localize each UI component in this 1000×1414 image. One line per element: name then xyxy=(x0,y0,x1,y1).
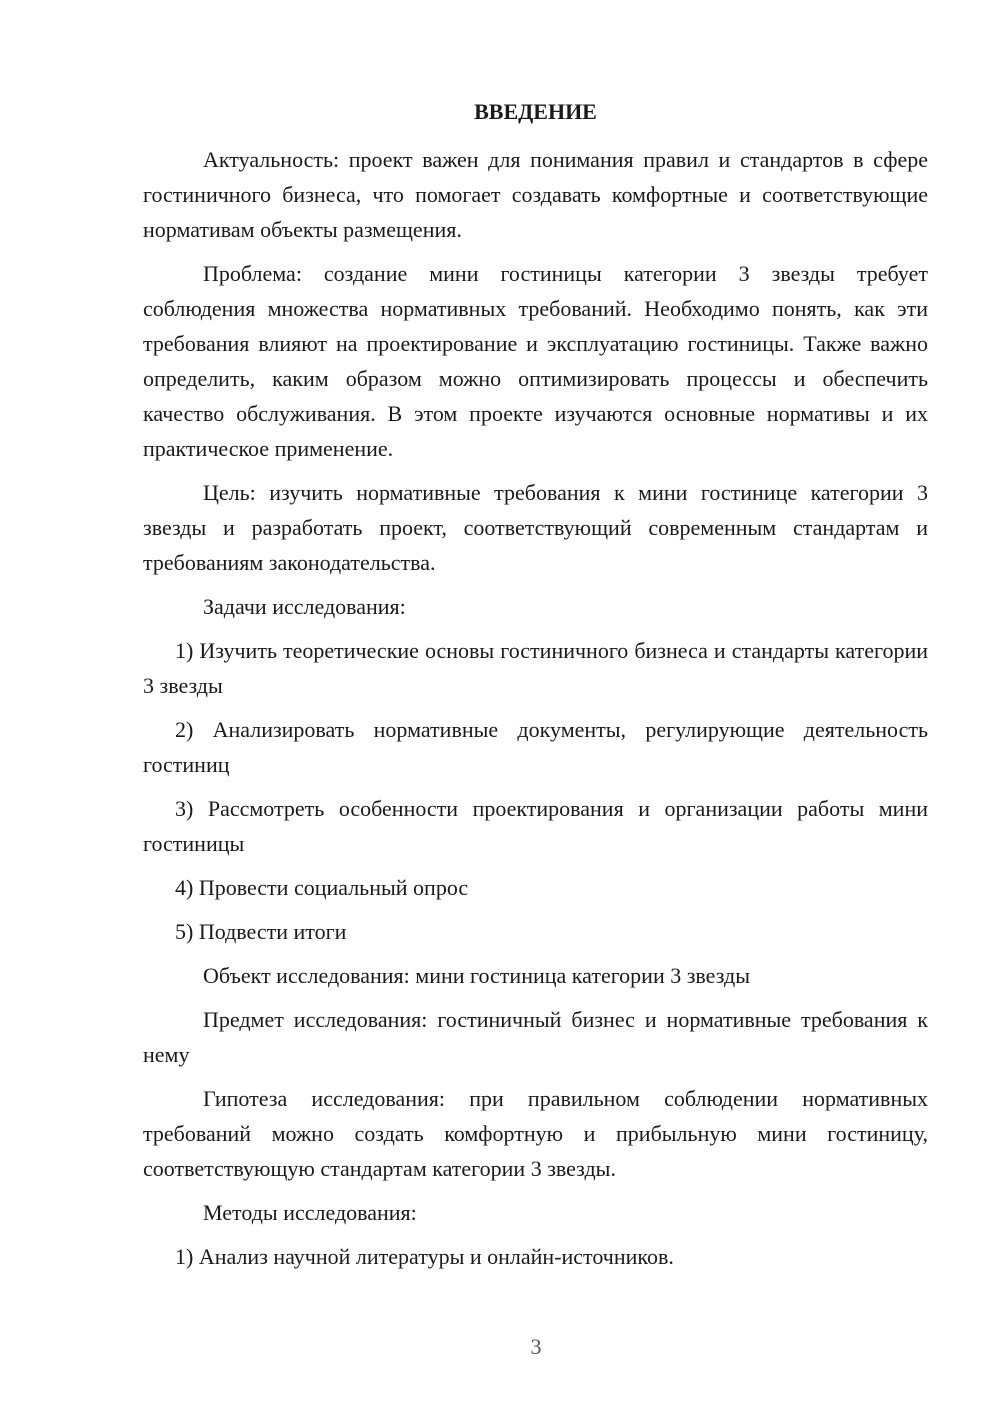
paragraph-subject: Предмет исследования: гостиничный бизнес и нормативные требования к нему xyxy=(143,1007,928,1067)
page-number: 3 xyxy=(530,1334,542,1359)
list-item-method-1: 1) Анализ научной литературы и онлайн-источников. xyxy=(175,1244,674,1269)
paragraph-goal: Цель: изучить нормативные требования к мини гостинице категории 3 звезды и разработать проект, соответствующий современным стандартам и требованиям законодательства. xyxy=(143,480,928,575)
paragraph-hypothesis: Гипотеза исследования: при правильном соблюдении нормативных требований можно создать комфортную и прибыльную мини гостиницу, соответствующую стандартам категории 3 звезды. xyxy=(143,1086,928,1181)
section-title: ВВЕДЕНИЕ xyxy=(474,99,597,124)
paragraph-problem: Проблема: создание мини гостиницы категории 3 звезды требует соблюдения множества нормативных требований. Необходимо понять, как эти требования влияют на проектирование и эксплуатацию гостиницы. Также важно определить, каким образом можно оптимизировать процессы и обеспечить качество обслуживания. В этом проекте изучаются основные нормативы и их практическое применение. xyxy=(143,261,928,461)
list-item-task-3: 3) Рассмотреть особенности проектирования и организации работы мини гостиницы xyxy=(143,796,928,856)
list-item-task-4: 4) Провести социальный опрос xyxy=(175,875,469,900)
document-page xyxy=(143,95,928,1283)
paragraph-methods-heading: Методы исследования: xyxy=(203,1200,417,1225)
list-item-task-5: 5) Подвести итоги xyxy=(175,919,347,944)
list-item-task-2: 2) Анализировать нормативные документы, регулирующие деятельность гостиниц xyxy=(143,717,928,777)
paragraph-relevance: Актуальность: проект важен для понимания правил и стандартов в сфере гостиничного бизнеса, что помогает создавать комфортные и соответствующие нормативам объекты размещения. xyxy=(143,147,928,242)
paragraph-tasks-heading: Задачи исследования: xyxy=(203,594,406,619)
list-item-task-1: 1) Изучить теоретические основы гостиничного бизнеса и стандарты категории 3 звезды xyxy=(143,638,928,698)
paragraph-object: Объект исследования: мини гостиница категории 3 звезды xyxy=(203,963,750,988)
